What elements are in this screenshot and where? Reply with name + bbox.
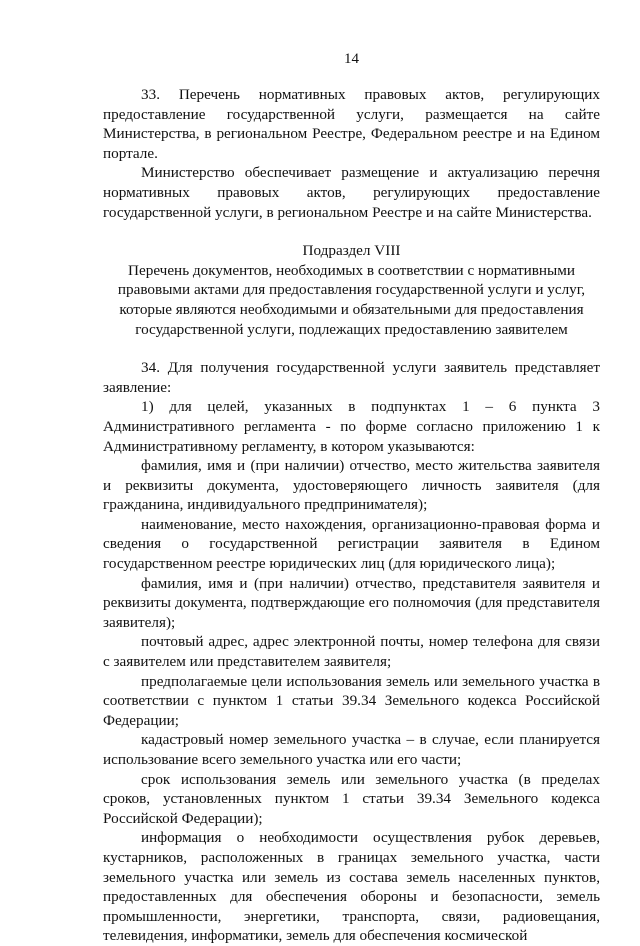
paragraph-representative: фамилия, имя и (при наличии) отчество, представителя заявителя и реквизиты документа, подтверждающие его полномочия (для представителя заявителя); bbox=[103, 574, 600, 631]
page-number: 14 bbox=[344, 51, 359, 67]
paragraph-applicant-name: фамилия, имя и (при наличии) отчество, место жительства заявителя и реквизиты документа, удостоверяющего личность заявителя (для гражданина, индивидуального предпринимателя); bbox=[103, 457, 600, 514]
paragraph-item-1: 1) для целей, указанных в подпунктах 1 – 6 пункта 3 Административного регламента - по форме согласно приложению 1 к Административному регламенту, в котором указываются: bbox=[103, 398, 600, 455]
subsection-title: Подраздел VIII bbox=[302, 242, 401, 260]
paragraph-legal-entity: наименование, место нахождения, организационно-правовая форма и сведения о государственной регистрации заявителя в Едином государственном реестре юридических лиц (для юридического лица); bbox=[103, 515, 600, 573]
paragraph-term: срок использования земель или земельного участка (в пределах сроков, установленных пунктом 1 статьи 39.34 Земельного кодекса Российской Федерации); bbox=[103, 770, 600, 827]
paragraph-tree-felling: информация о необходимости осуществления рубок деревьев, кустарников, расположенных в границах земельного участка, части земельного участка или земель из состава земель населенных пунктов, предоставленных для обеспечения обороны и безопасности, земель промышленности, энергетики, транспорта, связи, радиовещания, телевидения, информатики, земель для обеспечения космической bbox=[103, 829, 600, 945]
paragraph-34: 34. Для получения государственной услуги заявитель представляет заявление: bbox=[103, 359, 600, 396]
paragraph-cadastral: кадастровый номер земельного участка – в случае, если планируется использование всего земельного участка или его части; bbox=[103, 731, 600, 768]
paragraph-33: 33. Перечень нормативных правовых актов, регулирующих предоставление государственной услуги, размещается на сайте Министерства, в региональном Реестре, Федеральном реестре и на Едином портале. bbox=[103, 86, 600, 162]
paragraph-contacts: почтовый адрес, адрес электронной почты, номер телефона для связи с заявителем или представителем заявителя; bbox=[103, 633, 600, 671]
subsection-heading: Перечень документов, необходимых в соответствии с нормативными правовыми актами для предоставления государственной услуги и услуг, которые являются необходимыми и обязательными для предоставления государственной услуги, подлежащих предоставлению заявителем bbox=[117, 261, 586, 338]
document-body bbox=[103, 85, 600, 946]
paragraph-ministry-duty: Министерство обеспечивает размещение и актуализацию перечня нормативных правовых актов, регулирующих предоставление государственной услуги, в региональном Реестре и на сайте Министерства. bbox=[103, 164, 600, 221]
paragraph-purpose: предполагаемые цели использования земель или земельного участка в соответствии с пунктом 1 статьи 39.34 Земельного кодекса Российской Федерации; bbox=[103, 672, 600, 729]
